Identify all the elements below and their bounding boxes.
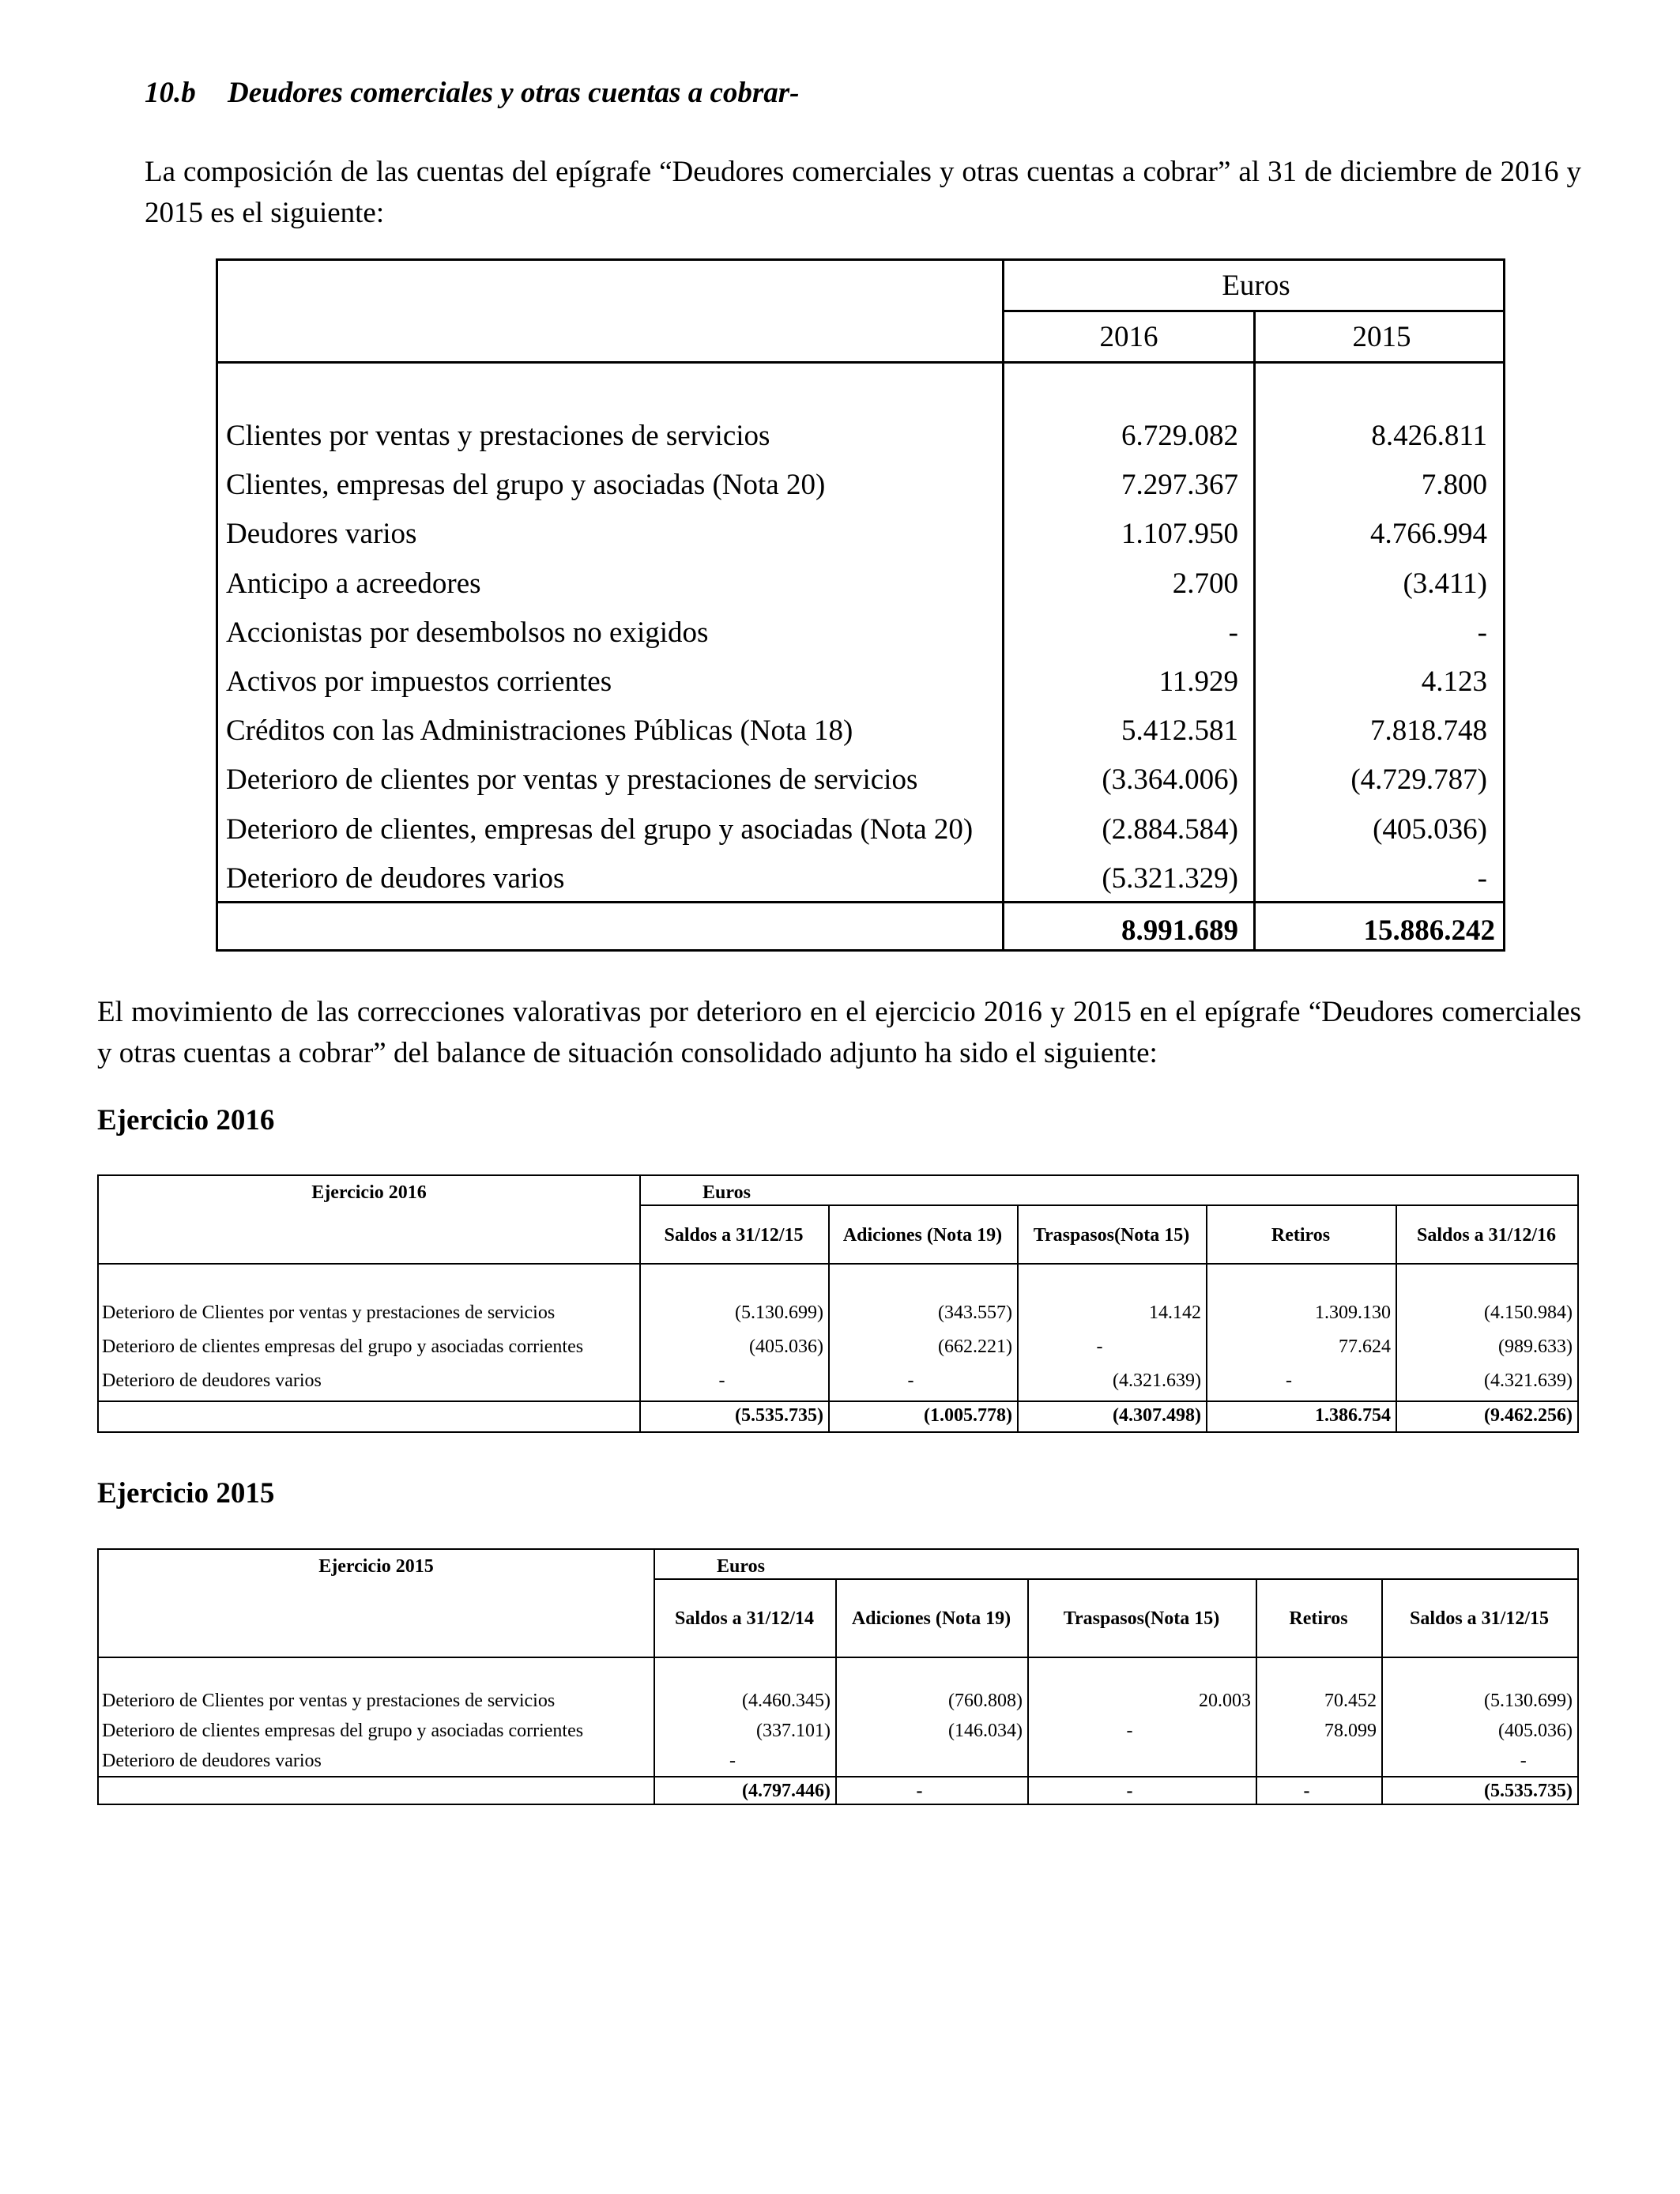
row-value-2016: 2.700 xyxy=(1172,567,1238,600)
ej2016-row-value: (662.221) xyxy=(938,1336,1012,1357)
row-value-2015: 4.123 xyxy=(1421,665,1487,698)
ej2015-row-label: Deterioro de clientes empresas del grupo y asociadas corrientes xyxy=(102,1721,584,1741)
ej2015-total-value: - xyxy=(1303,1781,1310,1801)
ej2015-row-label: Deterioro de Clientes por ventas y prestaciones de servicios xyxy=(102,1691,556,1711)
ej2016-row-label: Deterioro de Clientes por ventas y prestaciones de servicios xyxy=(102,1302,556,1323)
header-2015: 2015 xyxy=(1352,321,1411,353)
ej2016-col-header: Retiros xyxy=(1271,1225,1331,1246)
ej2015-total-value: (5.535.735) xyxy=(1484,1781,1573,1801)
row-value-2016: 1.107.950 xyxy=(1121,518,1238,550)
intro-paragraph: La composición de las cuentas del epígrafe “Deudores comerciales y otras cuentas a cobrar” al 31 de diciembre de 2016 y 2015 es el siguiente: xyxy=(145,156,1581,229)
ej2015-total-value: (4.797.446) xyxy=(742,1781,831,1801)
ej2016-row-value: (4.321.639) xyxy=(1113,1370,1201,1391)
row-value-2016: 7.297.367 xyxy=(1121,469,1238,501)
row-value-2015: (4.729.787) xyxy=(1350,763,1487,796)
ej2016-total-value: (4.307.498) xyxy=(1113,1405,1201,1426)
ejercicio-2016-table xyxy=(97,1174,1579,1433)
row-value-2015: 8.426.811 xyxy=(1371,420,1487,452)
ej2015-row-value: (4.460.345) xyxy=(742,1691,831,1711)
row-value-2015: 4.766.994 xyxy=(1370,518,1487,550)
ej2015-row-value: - xyxy=(729,1751,736,1771)
row-label: Anticipo a acreedores xyxy=(226,567,481,600)
ej2015-row-value: (337.101) xyxy=(756,1721,831,1741)
row-label: Deudores varios xyxy=(226,518,417,550)
section-heading xyxy=(145,76,800,110)
ej2015-row-value: (146.034) xyxy=(948,1721,1023,1741)
ej2016-row-value: - xyxy=(718,1370,725,1391)
row-label: Deterioro de deudores varios xyxy=(226,862,565,895)
row-value-2015: 7.800 xyxy=(1421,469,1487,501)
ej2016-row-value: - xyxy=(907,1370,914,1391)
ej2016-row-value: 14.142 xyxy=(1149,1302,1201,1323)
ej2016-row-value: (5.130.699) xyxy=(735,1302,823,1323)
section-title: Deudores comerciales y otras cuentas a cobrar- xyxy=(228,77,800,109)
ej2015-col-header: Retiros xyxy=(1289,1608,1348,1629)
ej2015-col-header: Saldos a 31/12/14 xyxy=(674,1608,815,1629)
ejercicio-2016-heading: Ejercicio 2016 xyxy=(97,1104,275,1137)
total-2015: 15.886.242 xyxy=(1363,914,1495,947)
ej2015-total-value: - xyxy=(1126,1781,1133,1801)
ej2015-row-value: 20.003 xyxy=(1199,1691,1251,1711)
ej2016-col-header: Adiciones (Nota 19) xyxy=(842,1225,1003,1246)
ej2016-total-value: (5.535.735) xyxy=(735,1405,823,1426)
row-label: Activos por impuestos corrientes xyxy=(226,665,612,698)
ej2016-row-value: - xyxy=(1096,1336,1103,1357)
header-2016: 2016 xyxy=(1099,321,1158,353)
ej2015-row-value: (405.036) xyxy=(1498,1721,1573,1741)
ej2016-row-value: (4.321.639) xyxy=(1484,1370,1573,1391)
row-value-2015: - xyxy=(1477,862,1487,895)
ej2016-col-header: Traspasos(Nota 15) xyxy=(1033,1225,1190,1246)
ej2016-total-value: 1.386.754 xyxy=(1315,1405,1391,1426)
ej2015-total-value: - xyxy=(916,1781,923,1801)
ej2015-row-value: (760.808) xyxy=(948,1691,1023,1711)
ejercicio-2015-heading: Ejercicio 2015 xyxy=(97,1477,275,1510)
ej2016-row-value: 1.309.130 xyxy=(1315,1302,1391,1323)
row-value-2015: (405.036) xyxy=(1373,813,1487,846)
ej2016-col-header: Saldos a 31/12/15 xyxy=(664,1225,804,1246)
ej2015-col-header: Saldos a 31/12/15 xyxy=(1409,1608,1550,1629)
ej2016-row-value: (343.557) xyxy=(938,1302,1012,1323)
row-label: Clientes, empresas del grupo y asociadas (Nota 20) xyxy=(226,469,826,501)
row-value-2016: (2.884.584) xyxy=(1102,813,1238,846)
ej2016-row-value: (4.150.984) xyxy=(1484,1302,1573,1323)
ej2015-row-value: 70.452 xyxy=(1324,1691,1377,1711)
ej2015-col-header: Traspasos(Nota 15) xyxy=(1063,1608,1220,1629)
ej2015-corner-label: Ejercicio 2015 xyxy=(318,1556,434,1577)
section-number: 10.b xyxy=(145,77,196,109)
row-value-2016: (5.321.329) xyxy=(1102,862,1238,895)
ej2015-row-value: (5.130.699) xyxy=(1484,1691,1573,1711)
ej2015-col-header: Adiciones (Nota 19) xyxy=(851,1608,1011,1629)
ej2016-row-value: 77.624 xyxy=(1339,1336,1391,1357)
row-label: Accionistas por desembolsos no exigidos xyxy=(226,616,709,649)
ej2016-row-label: Deterioro de clientes empresas del grupo y asociadas corrientes xyxy=(102,1336,584,1357)
ej2016-corner-label: Ejercicio 2016 xyxy=(311,1182,427,1203)
ej2015-row-value: 78.099 xyxy=(1324,1721,1377,1741)
ej2016-row-value: (989.633) xyxy=(1498,1336,1573,1357)
row-value-2015: (3.411) xyxy=(1403,567,1487,600)
composition-table xyxy=(216,258,1505,952)
row-label: Deterioro de clientes, empresas del grupo y asociadas (Nota 20) xyxy=(226,813,974,846)
row-value-2016: 6.729.082 xyxy=(1121,420,1238,452)
row-value-2016: 11.929 xyxy=(1158,665,1238,698)
ej2015-row-value: - xyxy=(1520,1751,1527,1771)
row-value-2015: 7.818.748 xyxy=(1370,714,1487,747)
row-label: Créditos con las Administraciones Públicas (Nota 18) xyxy=(226,714,853,747)
ej2016-row-label: Deterioro de deudores varios xyxy=(102,1370,322,1391)
row-value-2016: (3.364.006) xyxy=(1102,763,1238,796)
row-value-2015: - xyxy=(1477,616,1487,649)
total-2016: 8.991.689 xyxy=(1121,914,1238,947)
row-label: Deterioro de clientes por ventas y prestaciones de servicios xyxy=(226,763,918,796)
ej2016-total-value: (1.005.778) xyxy=(924,1405,1012,1426)
ej2016-col-header: Saldos a 31/12/16 xyxy=(1416,1225,1557,1246)
ej2015-row-value: - xyxy=(1126,1721,1133,1741)
ej2016-total-value: (9.462.256) xyxy=(1484,1405,1573,1426)
ej2015-group-euros: Euros xyxy=(717,1556,765,1577)
row-label: Clientes por ventas y prestaciones de servicios xyxy=(226,420,770,452)
ej2016-group-euros: Euros xyxy=(703,1182,751,1203)
row-value-2016: - xyxy=(1228,616,1238,649)
row-value-2016: 5.412.581 xyxy=(1121,714,1238,747)
ej2016-row-value: (405.036) xyxy=(749,1336,823,1357)
ej2016-row-value: - xyxy=(1286,1370,1292,1391)
ejercicio-2015-table xyxy=(97,1548,1579,1805)
movement-paragraph: El movimiento de las correcciones valorativas por deterioro en el ejercicio 2016 y 2015 en el epígrafe “Deudores comerciales y otras cuentas a cobrar” del balance de situación consolidado adjunto ha sido el siguiente: xyxy=(97,996,1581,1069)
ej2015-row-label: Deterioro de deudores varios xyxy=(102,1751,322,1771)
header-euros: Euros xyxy=(1222,270,1290,302)
